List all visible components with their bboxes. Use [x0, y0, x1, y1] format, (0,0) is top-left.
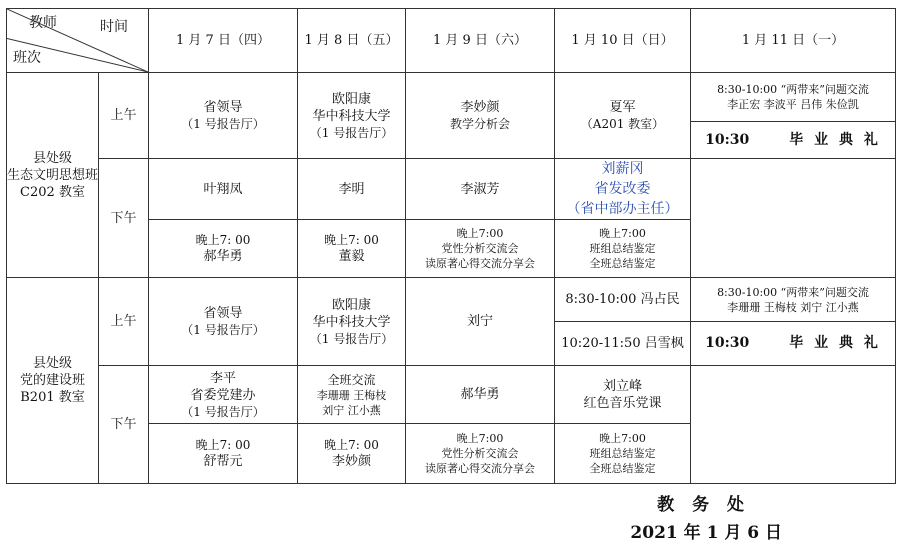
cell-line: 李平	[209, 370, 236, 386]
cell-line: 晚上7: 00	[195, 233, 251, 247]
day-header-5: 1 月 11 日（一）	[691, 9, 896, 73]
class2-morning-label: 上午	[99, 278, 149, 366]
class1-afternoon-d7: 叶翔凤	[149, 159, 298, 220]
class2-afternoon-d7	[149, 366, 298, 424]
day-header-2: 1 月 8 日（五）	[298, 9, 406, 73]
class2-d10-session-a: 8:30-10:00 冯占民	[555, 278, 690, 322]
class1-evening-d9	[406, 220, 555, 278]
class1-afternoon-d10	[555, 159, 691, 220]
cell-line: 舒帮元	[203, 454, 243, 469]
cell-line: 华中科技大学	[312, 314, 391, 330]
class2-afternoon-label: 下午	[99, 366, 149, 484]
cell-line: （省中部办主任）	[566, 201, 679, 217]
issue-date: 2021 年 1 月 6 日	[630, 523, 782, 543]
cell-line: 班组总结鉴定	[589, 242, 656, 255]
cell-line: 李妙颜	[460, 100, 500, 115]
class2-name-cell	[7, 278, 99, 484]
class1-morning-d8	[298, 73, 406, 159]
cell-line: 刘薪冈	[601, 161, 644, 177]
class1-afternoon-label: 下午	[99, 159, 149, 278]
cell-line: （A201 教室）	[580, 117, 665, 131]
corner-cell	[7, 9, 149, 73]
cell-line: 晚上7:00	[456, 227, 504, 240]
cell-line: 晚上7: 00	[195, 438, 251, 452]
cell-line: 教学分析会	[449, 117, 510, 131]
cell-line: 党性分析交流会	[441, 447, 519, 460]
class1-morning-d11	[691, 73, 896, 159]
schedule-table	[6, 8, 896, 484]
issuing-office: 教 务 处	[657, 495, 750, 515]
class2-morning-row	[7, 278, 896, 366]
class2-afternoon-d9: 郝华勇	[406, 366, 555, 424]
header-row	[7, 9, 896, 73]
class1-evening-d10	[555, 220, 691, 278]
class1-morning-label: 上午	[99, 73, 149, 159]
class1-afternoon-d8: 李明	[298, 159, 406, 220]
corner-teacher-label: 教师	[29, 15, 57, 31]
class2-afternoon-d8	[298, 366, 406, 424]
graduation-time: 10:30	[705, 131, 750, 148]
cell-line: 华中科技大学	[312, 108, 391, 124]
cell-line: 班组总结鉴定	[589, 447, 656, 460]
cell-line: 红色音乐党课	[583, 395, 662, 411]
cell-line: 全班总结鉴定	[589, 257, 656, 270]
cell-line: 郝华勇	[203, 249, 243, 264]
class2-afternoon-d11-empty	[691, 366, 896, 484]
class2-morning-d8	[298, 278, 406, 366]
class2-evening-d7	[149, 424, 298, 484]
cell-line: 全班交流	[327, 372, 376, 387]
class2-name-line: 县处级	[32, 356, 72, 371]
cell-line: 8:30-10:00 “两带来”问题交流	[717, 83, 869, 96]
class2-d11-exchange	[691, 278, 895, 322]
cell-line: 李妙颜	[331, 454, 371, 469]
cell-line: 李珊珊 王梅枝	[316, 388, 387, 402]
class2-morning-d11	[691, 278, 896, 366]
class1-afternoon-row	[7, 159, 896, 220]
class1-afternoon-d11-empty	[691, 159, 896, 278]
cell-line: 党性分析交流会	[441, 242, 519, 255]
class1-d11-graduation	[691, 122, 895, 158]
class2-d11-graduation	[691, 322, 895, 365]
class2-evening-d10	[555, 424, 691, 484]
class1-name-line: 生态文明思想班	[7, 167, 99, 183]
cell-line: 晚上7: 00	[324, 233, 379, 247]
cell-line: 董毅	[338, 249, 365, 264]
class1-name-cell	[7, 73, 99, 278]
cell-line: 8:30-10:00 “两带来”问题交流	[717, 285, 869, 299]
graduation-label: 毕 业 典 礼	[789, 131, 881, 148]
day-header-3: 1 月 9 日（六）	[406, 9, 555, 73]
class1-evening-d8	[298, 220, 406, 278]
cell-line: 晚上7:00	[599, 432, 646, 445]
cell-line: 晚上7:00	[599, 227, 646, 240]
cell-line: 省发改委	[594, 181, 651, 197]
cell-line: 李正宏 李波平 吕伟 朱俭凯	[727, 98, 859, 111]
corner-class-label: 班次	[13, 50, 41, 66]
class2-afternoon-d10	[555, 366, 691, 424]
cell-line: 省领导	[203, 100, 243, 115]
class2-evening-d8	[298, 424, 406, 484]
graduation-label: 毕 业 典 礼	[789, 335, 881, 351]
class1-afternoon-d9: 李淑芳	[406, 159, 555, 220]
class2-evening-d9	[406, 424, 555, 484]
cell-line: （1 号报告厅）	[309, 125, 394, 140]
class2-afternoon-row	[7, 366, 896, 424]
cell-line: 欧阳康	[331, 297, 371, 313]
class2-morning-d9: 刘宁	[406, 278, 555, 366]
class1-name-line: C202 教室	[20, 184, 85, 200]
class2-name-line: 党的建设班	[19, 373, 85, 388]
class1-morning-d9	[406, 73, 555, 159]
class2-morning-d10	[555, 278, 691, 366]
cell-line: 刘宁 江小燕	[322, 403, 381, 417]
cell-line: 李珊珊 王梅枝 刘宁 江小燕	[727, 300, 859, 314]
cell-line: 晚上7: 00	[324, 438, 379, 452]
class1-evening-d7	[149, 220, 298, 278]
cell-line: 省委党建办	[190, 387, 256, 403]
corner-time-label: 时间	[100, 19, 128, 35]
day-header-1: 1 月 7 日（四）	[149, 9, 298, 73]
day-header-4: 1 月 10 日（日）	[555, 9, 691, 73]
class1-morning-row	[7, 73, 896, 159]
cell-line: （1 号报告厅）	[181, 117, 265, 131]
class2-morning-d7	[149, 278, 298, 366]
class2-d10-session-b: 10:20-11:50 吕雪枫	[561, 336, 684, 351]
cell-line: 夏军	[609, 100, 636, 115]
cell-line: （1 号报告厅）	[181, 404, 265, 419]
cell-line: （1 号报告厅）	[181, 323, 265, 337]
graduation-time: 10:30	[705, 335, 750, 351]
cell-line: 省领导	[203, 306, 243, 321]
cell-line: 全班总结鉴定	[589, 462, 656, 475]
cell-line: 欧阳康	[331, 91, 371, 107]
class1-name-line: 县处级	[32, 150, 72, 166]
class2-name-line: B201 教室	[20, 390, 85, 405]
cell-line: 刘立峰	[602, 378, 642, 394]
cell-line: 读原著心得交流分享会	[425, 462, 535, 475]
cell-line: 晚上7:00	[456, 432, 504, 445]
class1-d11-exchange	[691, 73, 895, 122]
class1-morning-d10	[555, 73, 691, 159]
cell-line: 读原著心得交流分享会	[425, 257, 535, 270]
cell-line: （1 号报告厅）	[309, 331, 394, 346]
class1-morning-d7	[149, 73, 298, 159]
